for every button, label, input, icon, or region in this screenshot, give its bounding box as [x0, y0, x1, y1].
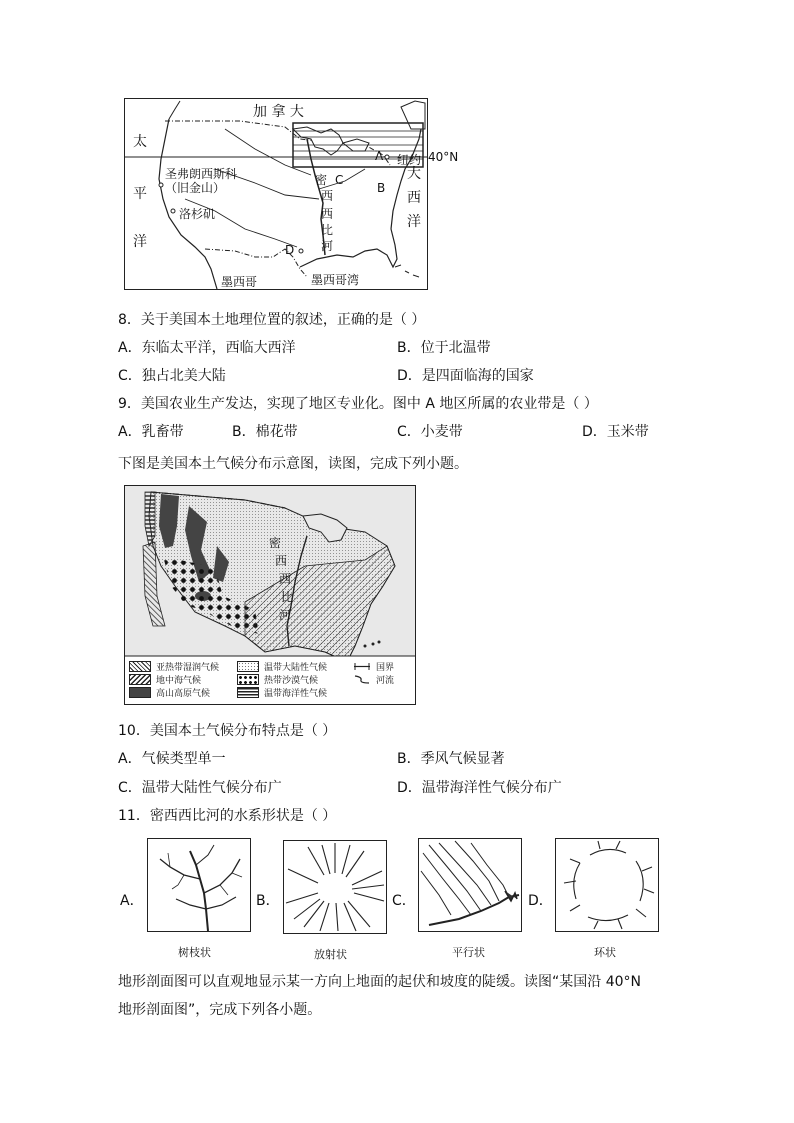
question-10-option-d[interactable]: D．温带海洋性气候分布广 [397, 780, 562, 796]
river-symbol-icon [353, 675, 371, 684]
legend-highland: 高山高原气候 [129, 686, 210, 699]
annular-pattern-icon [556, 839, 658, 931]
legend-river: 河流 [353, 673, 394, 686]
label-san-francisco-alt: （旧金山） [165, 181, 226, 195]
drainage-radial-image[interactable] [283, 840, 387, 934]
radial-pattern-icon [284, 841, 386, 933]
question-10-stem: 10．美国本土气候分布特点是（ ） [118, 723, 337, 739]
question-9-option-b[interactable]: B．棉花带 [232, 424, 298, 440]
question-11-option-c-letter[interactable]: C． [392, 893, 416, 909]
caption-dendritic: 树枝状 [178, 946, 211, 959]
legend-desert: 热带沙漠气候 [237, 673, 318, 686]
label-atlantic-1: 大 [407, 166, 421, 182]
label-mississippi-5: 河 [321, 239, 334, 253]
question-8-option-c[interactable]: C．独占北美大陆 [118, 368, 226, 384]
label-mississippi-1: 密 [315, 173, 328, 187]
question-10-option-c[interactable]: C．温带大陆性气候分布广 [118, 780, 282, 796]
label-river-4: 比 [281, 590, 294, 604]
caption-parallel: 平行状 [452, 946, 485, 959]
legend-continental: 温带大陆性气候 [237, 660, 327, 673]
legend-oceanic: 温带海洋性气候 [237, 686, 327, 699]
caption-radial: 放射状 [314, 948, 347, 961]
label-point-b: B [377, 181, 386, 195]
question-8-option-d[interactable]: D．是四面临海的国家 [397, 368, 534, 384]
label-point-a: A [375, 149, 384, 163]
label-pacific-2: 平 [133, 186, 147, 202]
label-river-3: 西 [279, 572, 292, 586]
label-point-c: C [335, 173, 344, 187]
question-10-option-a[interactable]: A．气候类型单一 [118, 751, 226, 767]
label-pacific-1: 太 [133, 134, 147, 150]
question-11-option-a-letter[interactable]: A． [120, 893, 144, 909]
label-mississippi-3: 西 [321, 207, 334, 221]
question-11-stem: 11．密西西比河的水系形状是（ ） [118, 808, 337, 824]
question-9-option-d[interactable]: D．玉米带 [582, 424, 649, 440]
label-point-d: D [285, 243, 295, 257]
legend-continental-swatch [237, 661, 259, 672]
question-9-option-c[interactable]: C．小麦带 [397, 424, 463, 440]
label-river-1: 密 [269, 536, 282, 550]
question-9-stem: 9．美国农业生产发达，实现了地区专业化。图中 A 地区所属的农业带是（ ） [118, 396, 598, 412]
label-atlantic-3: 洋 [407, 214, 421, 230]
climate-map-intro: 下图是美国本土气候分布示意图，读图，完成下列小题。 [118, 456, 468, 472]
label-new-york: 纽约 [397, 153, 422, 167]
legend-mediterranean-swatch [129, 674, 151, 685]
legend-subtropical: 亚热带湿润气候 [129, 660, 219, 673]
label-latitude-40n: 40°N [428, 150, 459, 164]
parallel-pattern-icon [419, 839, 521, 931]
legend-desert-swatch [237, 674, 259, 685]
legend-oceanic-swatch [237, 687, 259, 698]
border-symbol-icon [353, 662, 371, 671]
question-8-stem: 8．关于美国本土地理位置的叙述，正确的是（ ） [118, 312, 426, 328]
drainage-dendritic-image[interactable] [147, 838, 251, 932]
caption-annular: 环状 [594, 946, 616, 959]
question-8-option-a[interactable]: A．东临太平洋，西临大西洋 [118, 340, 296, 356]
usa-climate-map [124, 485, 416, 705]
question-11-option-d-letter[interactable]: D． [528, 893, 553, 909]
legend-highland-swatch [129, 687, 151, 698]
drainage-parallel-image[interactable] [418, 838, 522, 932]
dendritic-pattern-icon [148, 839, 250, 931]
legend-subtropical-swatch [129, 661, 151, 672]
label-mississippi-2: 西 [321, 189, 334, 203]
legend-mediterranean: 地中海气候 [129, 673, 201, 686]
usa-location-map [124, 98, 428, 290]
label-los-angeles: 洛杉矶 [179, 207, 216, 221]
drainage-annular-image[interactable] [555, 838, 659, 932]
label-gulf-of-mexico: 墨西哥湾 [311, 273, 360, 287]
question-10-option-b[interactable]: B．季风气候显著 [397, 751, 505, 767]
profile-intro-line-1: 地形剖面图可以直观地显示某一方向上地面的起伏和坡度的陡缓。读图“某国沿 40°N [118, 974, 641, 990]
legend-border: 国界 [353, 660, 394, 673]
question-8-option-b[interactable]: B．位于北温带 [397, 340, 491, 356]
label-pacific-3: 洋 [133, 234, 147, 250]
question-11-option-b-letter[interactable]: B． [256, 893, 280, 909]
label-san-francisco: 圣弗朗西斯科 [165, 167, 238, 181]
profile-intro-line-2: 地形剖面图”，完成下列各小题。 [118, 1002, 322, 1018]
question-9-option-a[interactable]: A．乳畜带 [118, 424, 184, 440]
label-mississippi-4: 比 [321, 223, 334, 237]
label-river-2: 西 [275, 554, 288, 568]
label-atlantic-2: 西 [407, 190, 421, 206]
label-mexico: 墨西哥 [221, 275, 258, 289]
label-canada: 加 拿 大 [253, 104, 304, 120]
label-river-5: 河 [279, 608, 292, 622]
